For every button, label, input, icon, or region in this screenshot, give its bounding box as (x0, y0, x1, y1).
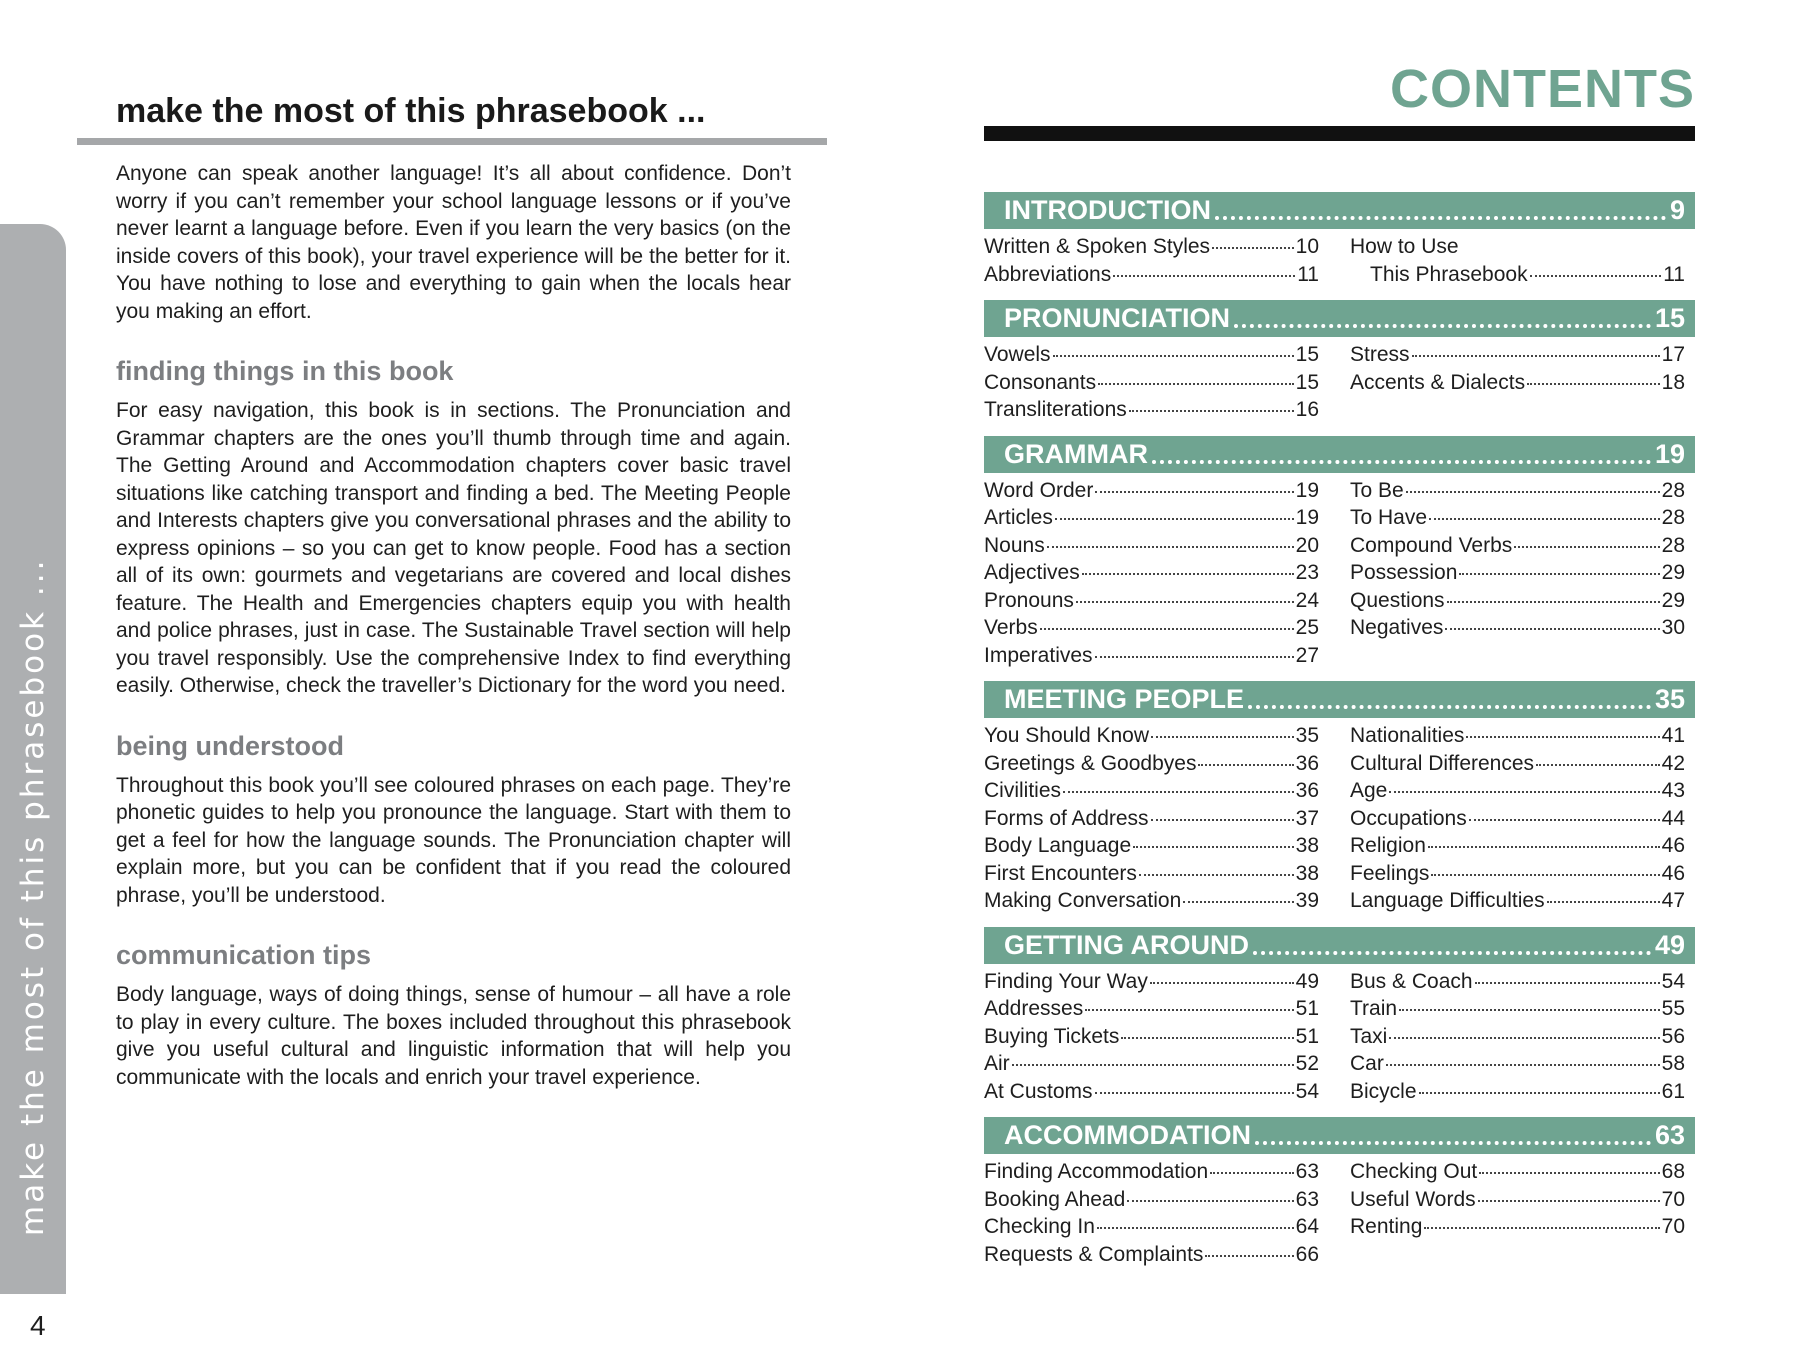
toc-entry-title: Finding Accommodation (984, 1160, 1209, 1183)
toc-entry-page: 27 (1295, 643, 1319, 667)
toc-section (984, 681, 1695, 915)
toc-section (984, 436, 1695, 670)
toc-entry[interactable] (984, 777, 1319, 805)
dot-leader (1095, 491, 1293, 493)
toc-columns (984, 473, 1695, 670)
toc-column-right (1350, 1158, 1685, 1268)
toc-entry-title: Religion (1350, 834, 1426, 857)
toc-entry-page: 70 (1661, 1187, 1685, 1211)
toc-entry-title: Pronouns (984, 588, 1074, 612)
toc-entry-page: 46 (1661, 834, 1685, 857)
toc-columns (984, 229, 1695, 288)
toc-section-header[interactable] (984, 681, 1695, 718)
dot-leader (1151, 819, 1294, 821)
toc-entry-page: 63 (1295, 1187, 1319, 1211)
toc-entry-page: 41 (1661, 724, 1685, 747)
toc-entry[interactable] (984, 1213, 1319, 1241)
toc-entry-page: 68 (1661, 1160, 1685, 1183)
toc-entry[interactable] (1350, 968, 1685, 996)
toc-section (984, 927, 1695, 1106)
dot-leader (1095, 1092, 1294, 1094)
toc-entry[interactable] (1350, 1213, 1685, 1241)
toc-entry-page: 38 (1295, 834, 1319, 857)
dot-leader (1040, 628, 1294, 630)
toc-entry[interactable] (984, 1050, 1319, 1078)
toc-entry-title: Cultural Differences (1350, 751, 1535, 775)
toc-columns (984, 964, 1695, 1106)
toc-column-left (984, 968, 1319, 1106)
toc-entry-title: Transliterations (984, 398, 1127, 421)
toc-entry-title: Making Conversation (984, 889, 1182, 912)
toc-entry[interactable] (1350, 587, 1685, 615)
toc-entry[interactable] (1350, 832, 1685, 860)
toc-entry-title: Nouns (984, 533, 1045, 557)
toc-column-right (1350, 233, 1685, 288)
dot-leader (1151, 736, 1294, 738)
toc-entry-title: Word Order (984, 478, 1094, 502)
toc-entry-page: 19 (1295, 478, 1319, 502)
dot-leader (1234, 324, 1651, 328)
toc-entry-title: Written & Spoken Styles (984, 235, 1211, 258)
toc-entry-page: 70 (1661, 1215, 1685, 1238)
toc-entry[interactable] (984, 860, 1319, 888)
toc-entry[interactable] (984, 1158, 1319, 1186)
section-paragraph: Body language, ways of doing things, sense of humour – all have a role to play in every culture. The boxes included throughout this phrasebook give you useful cultural and linguistic information that will help you communicate with the locals and enrich your travel experience. (116, 983, 791, 1089)
toc-entry-page: 10 (1295, 235, 1319, 258)
dot-leader (1406, 491, 1660, 493)
toc-entry-page: 55 (1661, 997, 1685, 1020)
toc-column-left (984, 477, 1319, 670)
toc-entry[interactable] (984, 341, 1319, 369)
contents-title: CONTENTS (1390, 59, 1695, 119)
toc-entry-title: Addresses (984, 997, 1084, 1020)
toc-entry-title: Bus & Coach (1350, 969, 1473, 993)
toc-entry[interactable] (1350, 532, 1685, 560)
toc-entry[interactable] (1350, 369, 1685, 397)
toc-entry-page: 29 (1661, 588, 1685, 612)
toc-section (984, 1117, 1695, 1268)
toc-entry[interactable] (1350, 1186, 1685, 1214)
toc-entry-title: Train (1350, 997, 1398, 1020)
side-tab-text: make the most of this phrasebook ... (15, 557, 51, 1236)
toc-entry-title: Checking Out (1350, 1160, 1478, 1183)
toc-entry-page: 36 (1295, 779, 1319, 802)
toc-section (984, 300, 1695, 424)
dot-leader (1063, 791, 1294, 793)
dot-leader (1129, 410, 1294, 412)
dot-leader (1210, 1172, 1294, 1174)
toc-entry[interactable] (1350, 341, 1685, 369)
toc-section-page: 35 (1654, 684, 1685, 714)
toc-entry-title: Age (1350, 779, 1388, 802)
dot-leader (1085, 1009, 1293, 1011)
dot-leader (1399, 1009, 1660, 1011)
toc-entry[interactable] (984, 559, 1319, 587)
toc-entry-title: Compound Verbs (1350, 533, 1513, 557)
dot-leader (1479, 1172, 1659, 1174)
toc-entry-title: Consonants (984, 370, 1097, 394)
toc-entry-page: 58 (1661, 1052, 1685, 1075)
toc-entry[interactable] (984, 1078, 1319, 1106)
toc-entry[interactable] (984, 261, 1319, 289)
section-heading: finding things in this book (116, 356, 454, 386)
section-paragraph: For easy navigation, this book is in sections. The Pronunciation and Grammar chapters are the ones you’ll thumb through time and again. The Getting Around and Accommodation chapters cover basic travel situations like catching transport and finding a bed. The Meeting People and Interests chapters give you conversational phrases and the ability to express opinions – so you can get to know people. Food has a section all of its own: gourmets and vegetarians are covered and local dishes feature. The Health and Emergencies chapters equip you with health and police phrases, just in case. The Sustainable Travel section will help you travel responsibly. Use the comprehensive Index to find everything easily. Otherwise, check the traveller’s Dictionary for the word you need. (116, 399, 791, 697)
toc-entry-page: 16 (1295, 398, 1319, 421)
table-of-contents (984, 192, 1695, 1280)
toc-entry-title: Occupations (1350, 806, 1467, 830)
toc-entry-title: Questions (1350, 588, 1445, 612)
dot-leader (1447, 601, 1660, 603)
toc-entry[interactable] (1350, 995, 1685, 1023)
toc-entry[interactable]: How to Use (1350, 235, 1459, 258)
section-paragraph: Throughout this book you’ll see coloured phrases on each page. They’re phonetic guides to help you pronounce the language. Start with them to get a feel for how the language sounds. The Pronunciation chapter will explain more, but you can be confident that if you read the coloured phrase, you’ll be understood. (116, 773, 791, 907)
page-heading: make the most of this phrasebook ... (116, 92, 706, 130)
toc-entry-page: 49 (1295, 969, 1319, 993)
toc-entry-page: 38 (1295, 861, 1319, 885)
toc-entry-page: 19 (1295, 506, 1319, 529)
toc-entry-page: 51 (1295, 997, 1319, 1020)
toc-entry-page: 39 (1295, 889, 1319, 912)
toc-entry-page: 20 (1295, 533, 1319, 557)
toc-section-title: MEETING PEOPLE (1004, 684, 1245, 714)
dot-leader (1428, 846, 1660, 848)
dot-leader (1183, 901, 1293, 903)
toc-column-left (984, 341, 1319, 424)
dot-leader (1098, 383, 1294, 385)
toc-entry[interactable] (984, 832, 1319, 860)
toc-column-right (1350, 341, 1685, 424)
toc-entry-title: Verbs (984, 616, 1038, 639)
toc-entry-title: This Phrasebook (1370, 262, 1528, 286)
toc-entry-page: 30 (1661, 616, 1685, 639)
toc-entry-title: Checking In (984, 1215, 1095, 1238)
toc-entry-page: 18 (1661, 370, 1685, 394)
toc-entry[interactable] (984, 642, 1319, 670)
toc-section-title: ACCOMMODATION (1004, 1120, 1251, 1150)
toc-entry-page: 54 (1295, 1079, 1319, 1103)
toc-entry[interactable] (984, 887, 1319, 915)
toc-section-header[interactable] (984, 192, 1695, 229)
toc-entry[interactable] (984, 968, 1319, 996)
dot-leader (1097, 1227, 1294, 1229)
toc-entry-title: First Encounters (984, 861, 1137, 885)
toc-entry-title: Finding Your Way (984, 969, 1148, 993)
dot-leader (1047, 546, 1294, 548)
toc-columns (984, 718, 1695, 915)
dot-leader (1150, 982, 1294, 984)
toc-entry[interactable] (1350, 614, 1685, 642)
toc-entry[interactable] (984, 1241, 1319, 1269)
toc-entry-title: Forms of Address (984, 806, 1149, 830)
left-body (116, 160, 791, 1091)
dot-leader (1053, 355, 1294, 357)
toc-entry[interactable] (1350, 750, 1685, 778)
toc-entry[interactable] (1350, 887, 1685, 915)
toc-entry-title: Bicycle (1350, 1079, 1417, 1103)
toc-entry-page: 56 (1661, 1024, 1685, 1048)
toc-entry-page: 11 (1297, 262, 1319, 286)
toc-entry[interactable] (984, 587, 1319, 615)
dot-leader (1469, 819, 1660, 821)
dot-leader (1386, 1064, 1660, 1066)
toc-entry-page: 44 (1661, 806, 1685, 830)
toc-column-right (1350, 968, 1685, 1106)
toc-entry-page: 64 (1295, 1215, 1319, 1238)
toc-column-left (984, 1158, 1319, 1268)
dot-leader (1547, 901, 1660, 903)
dot-leader (1215, 216, 1666, 220)
toc-entry[interactable] (984, 1186, 1319, 1214)
toc-section-page: 63 (1654, 1120, 1685, 1150)
side-tab (0, 224, 66, 1294)
toc-entry-page: 43 (1661, 779, 1685, 802)
toc-entry-title: Adjectives (984, 561, 1080, 584)
dot-leader (1530, 275, 1662, 277)
toc-entry[interactable] (984, 722, 1319, 750)
toc-entry[interactable] (984, 396, 1319, 424)
toc-entry-page: 35 (1295, 724, 1319, 747)
toc-entry[interactable] (984, 369, 1319, 397)
toc-entry-title: You Should Know (984, 724, 1150, 747)
dot-leader (1198, 764, 1293, 766)
toc-entry[interactable] (1350, 261, 1685, 289)
dot-leader (1095, 656, 1294, 658)
dot-leader (1536, 764, 1660, 766)
dot-leader (1466, 736, 1659, 738)
toc-entry[interactable] (1350, 477, 1685, 505)
toc-entry-page: 15 (1295, 343, 1319, 366)
dot-leader (1012, 1064, 1294, 1066)
section-heading: being understood (116, 730, 344, 761)
toc-section (984, 192, 1695, 288)
toc-entry[interactable] (984, 750, 1319, 778)
toc-entry-page: 54 (1661, 969, 1685, 993)
dot-leader (1205, 1255, 1293, 1257)
dot-leader (1139, 874, 1294, 876)
toc-entry-title: Feelings (1350, 861, 1430, 885)
toc-entry-page: 61 (1661, 1079, 1685, 1103)
dot-leader (1527, 383, 1660, 385)
toc-entry-page: 17 (1661, 343, 1685, 366)
dot-leader (1253, 951, 1651, 955)
dot-leader (1389, 791, 1659, 793)
dot-leader (1389, 1037, 1659, 1039)
toc-column-left (984, 722, 1319, 915)
toc-section-page: 19 (1654, 438, 1685, 469)
toc-entry-title: Body Language (984, 834, 1132, 857)
toc-entry[interactable] (984, 805, 1319, 833)
toc-entry-title: Car (1350, 1052, 1384, 1075)
dot-leader (1152, 460, 1651, 464)
toc-entry[interactable] (984, 532, 1319, 560)
toc-entry-title: Abbreviations (984, 262, 1112, 286)
toc-section-page: 15 (1654, 303, 1685, 333)
toc-entry-title: Negatives (1350, 616, 1444, 639)
toc-section-header[interactable] (984, 927, 1695, 964)
toc-entry-page: 25 (1295, 616, 1319, 639)
toc-entry-title: Civilities (984, 779, 1062, 802)
toc-section-title: GETTING AROUND (1004, 929, 1249, 960)
toc-entry-title: At Customs (984, 1079, 1093, 1103)
toc-entry[interactable] (984, 477, 1319, 505)
toc-entry-title: To Be (1350, 478, 1404, 502)
dot-leader (1255, 1141, 1651, 1145)
toc-entry-page: 63 (1295, 1160, 1319, 1183)
toc-entry-title: Imperatives (984, 643, 1093, 667)
toc-entry[interactable] (1350, 1050, 1685, 1078)
toc-section-title: GRAMMAR (1004, 438, 1148, 469)
toc-section-header[interactable] (984, 300, 1695, 337)
toc-entry-page: 24 (1295, 588, 1319, 612)
toc-section-title: PRONUNCIATION (1004, 303, 1230, 333)
toc-entry-page: 28 (1661, 506, 1685, 529)
toc-entry-title: Articles (984, 506, 1053, 529)
toc-section-title: INTRODUCTION (1004, 195, 1211, 225)
toc-entry[interactable] (1350, 722, 1685, 750)
dot-leader (1431, 874, 1659, 876)
toc-section-page: 49 (1654, 929, 1685, 960)
toc-entry[interactable] (984, 233, 1319, 261)
toc-entry[interactable] (984, 504, 1319, 532)
toc-entry[interactable] (1350, 1023, 1685, 1051)
toc-entry-title: Booking Ahead (984, 1187, 1126, 1211)
toc-column-left (984, 233, 1319, 288)
toc-column-right (1350, 722, 1685, 915)
dot-leader (1429, 518, 1660, 520)
section-heading: communication tips (116, 940, 372, 970)
toc-entry[interactable] (1350, 777, 1685, 805)
toc-entry-title: Renting (1350, 1215, 1423, 1238)
toc-entry-title: Greetings & Goodbyes (984, 751, 1197, 775)
toc-entry[interactable] (984, 995, 1319, 1023)
toc-entry-page: 28 (1661, 478, 1685, 502)
toc-entry-title: Useful Words (1350, 1187, 1476, 1211)
dot-leader (1076, 601, 1294, 603)
dot-leader (1113, 275, 1295, 277)
toc-entry-page: 52 (1295, 1052, 1319, 1075)
toc-entry-page: 23 (1295, 561, 1319, 584)
toc-columns (984, 337, 1695, 424)
toc-entry[interactable] (1350, 559, 1685, 587)
contents-rule (984, 126, 1695, 141)
dot-leader (1419, 1092, 1660, 1094)
toc-entry-title: Requests & Complaints (984, 1242, 1204, 1266)
toc-entry-page: 66 (1295, 1242, 1319, 1266)
toc-entry-page: 29 (1661, 561, 1685, 584)
toc-entry-page: 51 (1295, 1024, 1319, 1048)
toc-entry-title: Taxi (1350, 1024, 1388, 1048)
heading-rule (77, 138, 827, 145)
dot-leader (1212, 247, 1294, 249)
toc-entry-page: 11 (1663, 262, 1685, 286)
toc-entry-page: 36 (1295, 751, 1319, 775)
dot-leader (1121, 1037, 1293, 1039)
dot-leader (1248, 705, 1651, 709)
toc-entry-page: 46 (1661, 861, 1685, 885)
toc-entry-title: To Have (1350, 506, 1428, 529)
dot-leader (1127, 1200, 1293, 1202)
toc-entry-title: Buying Tickets (984, 1024, 1120, 1048)
toc-entry[interactable] (1350, 504, 1685, 532)
toc-entry-title: Vowels (984, 343, 1051, 366)
toc-entry-title: Stress (1350, 343, 1410, 366)
toc-entry-page: 47 (1661, 889, 1685, 912)
toc-entry-title: Possession (1350, 561, 1458, 584)
toc-entry-title: Language Difficulties (1350, 889, 1545, 912)
toc-entry-title: Accents & Dialects (1350, 370, 1526, 394)
intro-paragraph: Anyone can speak another language! It’s all about confidence. Don’t worry if you can’t remember your school language lessons or if you’ve never learnt a language before. Even if you learn the very basics (on the inside covers of this book), your travel experience will be the better for it. You have nothing to lose and everything to gain when the locals hear you making an effort. (116, 162, 791, 323)
dot-leader (1514, 546, 1659, 548)
toc-columns (984, 1154, 1695, 1268)
dot-leader (1424, 1227, 1659, 1229)
toc-entry-page: 42 (1661, 751, 1685, 775)
page-number: 4 (30, 1310, 46, 1341)
dot-leader (1475, 982, 1660, 984)
toc-entry[interactable] (1350, 1158, 1685, 1186)
toc-section-page: 9 (1669, 195, 1685, 225)
toc-entry[interactable] (984, 614, 1319, 642)
toc-entry-page: 28 (1661, 533, 1685, 557)
dot-leader (1459, 573, 1659, 575)
toc-entry[interactable] (1350, 1078, 1685, 1106)
toc-entry[interactable] (1350, 805, 1685, 833)
toc-entry-page: 15 (1295, 370, 1319, 394)
dot-leader (1412, 355, 1660, 357)
dot-leader (1478, 1200, 1660, 1202)
toc-entry-title: Nationalities (1350, 724, 1465, 747)
toc-entry[interactable] (984, 1023, 1319, 1051)
toc-column-right (1350, 477, 1685, 670)
dot-leader (1445, 628, 1659, 630)
dot-leader (1055, 518, 1294, 520)
dot-leader (1133, 846, 1294, 848)
toc-section-header[interactable] (984, 1117, 1695, 1154)
dot-leader (1082, 573, 1294, 575)
toc-entry[interactable] (1350, 860, 1685, 888)
toc-entry-page: 37 (1295, 806, 1319, 830)
toc-entry-title: Air (984, 1052, 1010, 1075)
toc-section-header[interactable] (984, 436, 1695, 473)
